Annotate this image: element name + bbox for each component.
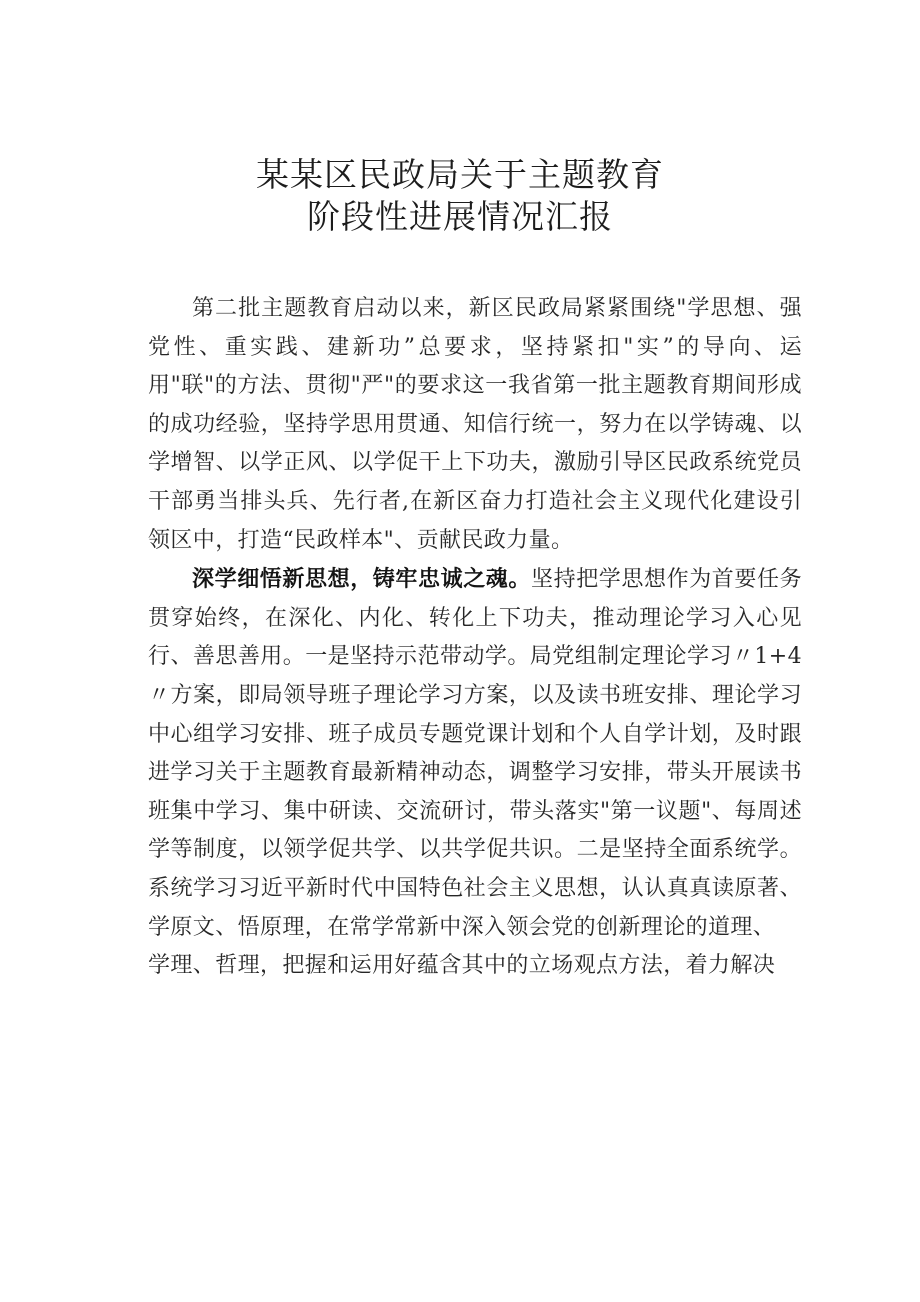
- paragraph-study-body: 坚持把学思想作为首要任务贯穿始终，在深化、内化、转化上下功夫，推动理论学习入心见行、善思善用。一是坚持示范带动学。局党组制定理论学习〃1+4〃方案，即局领导班子理论学习方案，以及读书班安排、理论学习中心组学习安排、班子成员专题党课计划和个人自学计划，及时跟进学习关于主题教育最新精神动态，调整学习安排，带头开展读书班集中学习、集中研读、交流研讨，带头落实"第一议题"、每周述学等制度，以领学促共学、以共学促共识。二是坚持全面系统学。系统学习习近平新时代中国特色社会主义思想，认认真真读原著、学原文、悟原理，在常学常新中深入领会党的创新理论的道理、: [148, 567, 802, 940]
- paragraph-study-heading: 深学细悟新思想，铸牢忠诚之魂。: [192, 566, 531, 593]
- document-title: [0, 154, 920, 238]
- paragraph-intro: 第二批主题教育启动以来，新区民政局紧紧围绕"学思想、强党性、重实践、建新功”总要求，坚持紧扣"实”的导向、运用"联"的方法、贯彻"严"的要求这一我省第一批主题教育期间形成的成功经验，坚持学思用贯通、知信行统一，努力在以学铸魂、以学增智、以学正风、以学促干上下功夫，激励引导区民政系统党员干部勇当排头兵、先行者,在新区奋力打造社会主义现代化建设引领区中，打造“民政样本"、贡献民政力量。: [148, 296, 802, 553]
- title-line-1: 某某区民政局关于主题教育: [256, 155, 664, 194]
- title-line-2: 阶段性进展情况汇报: [307, 197, 613, 236]
- document-body: [148, 290, 802, 986]
- paragraph-continuation: 学理、哲理，把握和运用好蕴含其中的立场观点方法，着力解决: [148, 953, 776, 979]
- paragraph-study: [148, 560, 802, 947]
